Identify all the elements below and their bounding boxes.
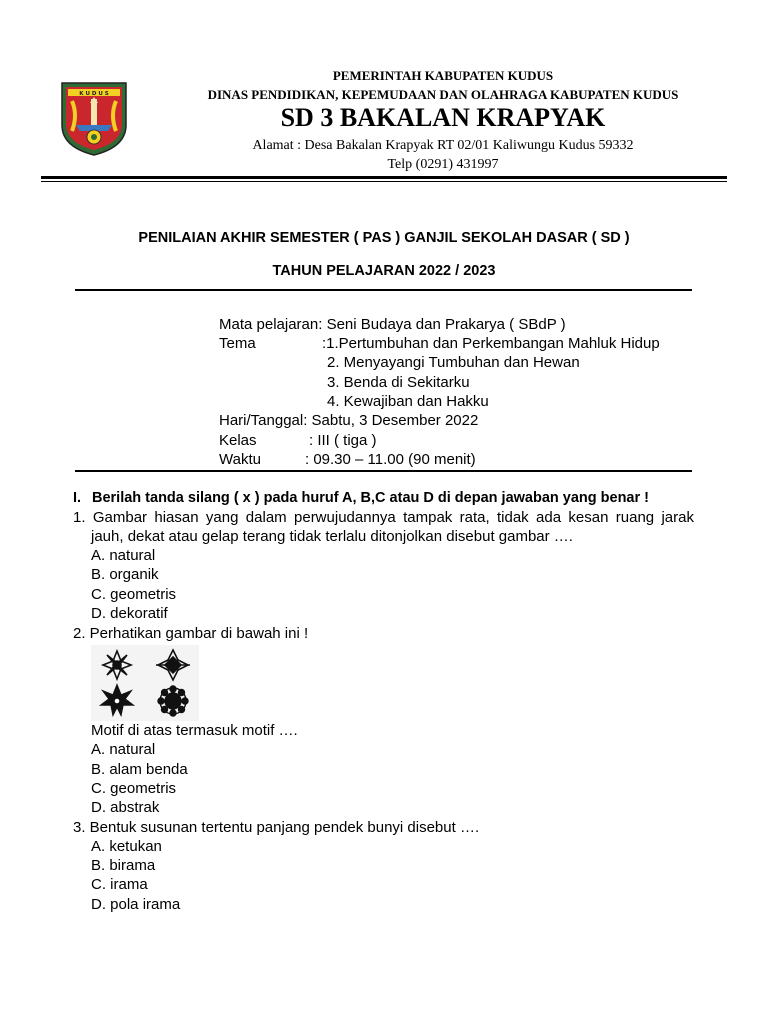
section-number: I. <box>73 490 82 506</box>
info-divider <box>75 470 692 472</box>
letterhead-divider-thin <box>41 181 727 182</box>
kelas-value: : III ( tiga ) <box>309 432 377 449</box>
logo-text: K U D U S <box>79 91 109 97</box>
tema-item-3: 3. Benda di Sekitarku <box>327 374 470 391</box>
school-phone: Telp (0291) 431997 <box>387 157 499 172</box>
q1-option-b[interactable]: B. organik <box>91 566 159 583</box>
q1-text-line2: jauh, dekat atau gelap terang tidak terlalu ditonjolkan disebut gambar …. <box>91 528 573 545</box>
school-address: Alamat : Desa Bakalan Krapyak RT 02/01 Kaliwungu Kudus 59332 <box>252 138 634 153</box>
q2-option-c[interactable]: C. geometris <box>91 780 177 797</box>
tema-item-1: :1.Pertumbuhan dan Perkembangan Mahluk Hidup <box>322 335 660 352</box>
exam-year: TAHUN PELAJARAN 2022 / 2023 <box>272 263 496 279</box>
q2-option-d[interactable]: D. abstrak <box>91 799 160 816</box>
section-instruction: Berilah tanda silang ( x ) pada huruf A, B,C atau D di depan jawaban yang benar ! <box>92 490 649 506</box>
geometric-motif-ornaments-icon <box>91 645 199 721</box>
q2-text: 2. Perhatikan gambar di bawah ini ! <box>73 625 309 642</box>
waktu-label: Waktu <box>219 451 261 468</box>
letterhead-divider-thick <box>41 176 727 179</box>
q3-text: 3. Bentuk susunan tertentu panjang pendek bunyi disebut …. <box>73 819 480 836</box>
q3-option-b[interactable]: B. birama <box>91 857 156 874</box>
title-divider <box>75 289 692 291</box>
q1-option-a[interactable]: A. natural <box>91 547 156 564</box>
q3-option-a[interactable]: A. ketukan <box>91 838 162 855</box>
exam-title: PENILAIAN AKHIR SEMESTER ( PAS ) GANJIL SEKOLAH DASAR ( SD ) <box>138 230 630 246</box>
subject-line: Mata pelajaran: Seni Budaya dan Prakarya ( SBdP ) <box>219 316 566 333</box>
tema-label: Tema <box>219 335 256 352</box>
q1-option-d[interactable]: D. dekoratif <box>91 605 168 622</box>
q3-option-d[interactable]: D. pola irama <box>91 896 181 913</box>
date-line: Hari/Tanggal: Sabtu, 3 Desember 2022 <box>219 412 479 429</box>
q1-option-c[interactable]: C. geometris <box>91 586 177 603</box>
q2-prompt: Motif di atas termasuk motif …. <box>91 722 298 739</box>
q1-text-line1: 1. Gambar hiasan yang dalam perwujudannya tampak rata, tidak ada kesan ruang jarak <box>73 509 694 526</box>
q2-option-b[interactable]: B. alam benda <box>91 761 188 778</box>
tema-item-2: 2. Menyayangi Tumbuhan dan Hewan <box>327 354 580 371</box>
gov-name: PEMERINTAH KABUPATEN KUDUS <box>332 68 554 83</box>
waktu-value: : 09.30 – 11.00 (90 menit) <box>305 451 476 468</box>
school-name: SD 3 BAKALAN KRAPYAK <box>280 103 606 132</box>
tema-item-4: 4. Kewajiban dan Hakku <box>327 393 489 410</box>
q3-option-c[interactable]: C. irama <box>91 876 148 893</box>
kelas-label: Kelas <box>219 432 257 449</box>
q2-option-a[interactable]: A. natural <box>91 741 156 758</box>
department-name: DINAS PENDIDIKAN, KEPEMUDAAN DAN OLAHRAGA KABUPATEN KUDUS <box>207 87 679 102</box>
